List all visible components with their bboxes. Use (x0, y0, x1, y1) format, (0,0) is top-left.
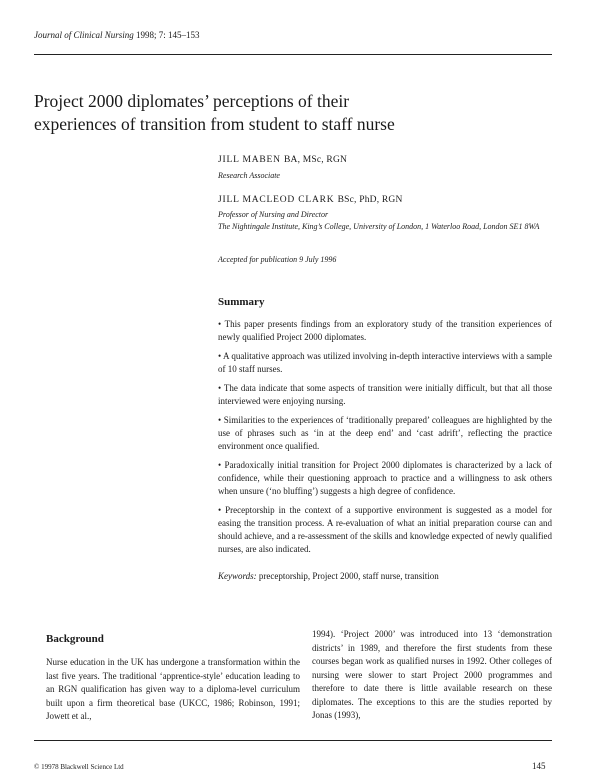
article-title (34, 90, 554, 136)
summary-points (218, 318, 552, 562)
author-1 (218, 155, 347, 165)
keywords (218, 571, 552, 581)
journal-citation (34, 30, 200, 40)
summary-point: • Similarities to the experiences of ‘traditionally prepared’ colleagues are highlighted by the use of phrases such as ‘in at the deep end’ and ‘cast adrift’, reflecting the practice environment once qualified. (218, 415, 552, 451)
accepted-date: Accepted for publication 9 July 1996 (218, 255, 337, 264)
keywords-label: Keywords: (218, 571, 257, 581)
header-rule (34, 54, 552, 55)
summary-point: • The data indicate that some aspects of transition were initially difficult, but that all those interviewed were enjoying nursing. (218, 383, 552, 406)
page-number: 145 (532, 761, 546, 771)
summary-heading: Summary (218, 296, 265, 308)
summary-point: • This paper presents findings from an exploratory study of the transition experiences of newly qualified Project 2000 diplomates. (218, 319, 552, 342)
summary-point: • A qualitative approach was utilized involving in-depth interactive interviews with a sample of 10 staff nurses. (218, 351, 552, 374)
author-2-affiliation: The Nightingale Institute, King’s College, University of London, 1 Waterloo Road, London SE1 8WA (218, 222, 540, 231)
summary-point: • Paradoxically initial transition for Project 2000 diplomates is characterized by a lack of confidence, while their questioning approach to practice and a willingness to ask others when unsure (‘no bluffing’) suggests a high degree of confidence. (218, 460, 552, 496)
background-left-column: Nurse education in the UK has undergone a transformation within the last five years. The traditional ‘apprentice-style’ education leading to an RGN qualification has given way to a diploma-level curriculum built upon a firm theoretical base (UKCC, 1986; Robinson, 1991; Jowett et al., (46, 657, 300, 721)
background-right-column: 1994). ‘Project 2000’ was introduced into 13 ‘demonstration districts’ in 1989, and therefore the first students from these courses began work as qualified nurses in 1992. Other colleges of nursing were slower to start Project 2000 programmes and therefore to date there is little available research on these diplomates. The exceptions to this are the studies reported by Jonas (1993), (312, 629, 552, 720)
citation-details: 1998; 7: 145–153 (136, 30, 200, 40)
summary-point: • Preceptorship in the context of a supportive environment is suggested as a model for easing the transition process. A re-evaluation of what an initial preparation course can and should achieve, and a re-assessment of the skills and knowledge expected of newly qualified nurses, are also indicated. (218, 505, 552, 554)
footer-rule (34, 740, 552, 741)
author-2-degrees: BSc, PhD, RGN (337, 195, 403, 205)
author-1-name: JILL MABEN (218, 155, 281, 165)
title-line-1: Project 2000 diplomates’ perceptions of their (34, 91, 350, 111)
journal-name: Journal of Clinical Nursing (34, 30, 134, 40)
title-line-2: experiences of transition from student to staff nurse (34, 114, 395, 134)
keywords-text: preceptorship, Project 2000, staff nurse, transition (258, 571, 439, 581)
author-2-role: Professor of Nursing and Director (218, 210, 329, 219)
author-2 (218, 195, 403, 205)
author-1-role: Research Associate (218, 171, 280, 180)
copyright: © 19978 Blackwell Science Ltd (34, 763, 124, 771)
background-heading: Background (46, 633, 104, 645)
author-2-name: JILL MACLEOD CLARK (218, 195, 335, 205)
author-1-degrees: BA, MSc, RGN (283, 155, 348, 165)
